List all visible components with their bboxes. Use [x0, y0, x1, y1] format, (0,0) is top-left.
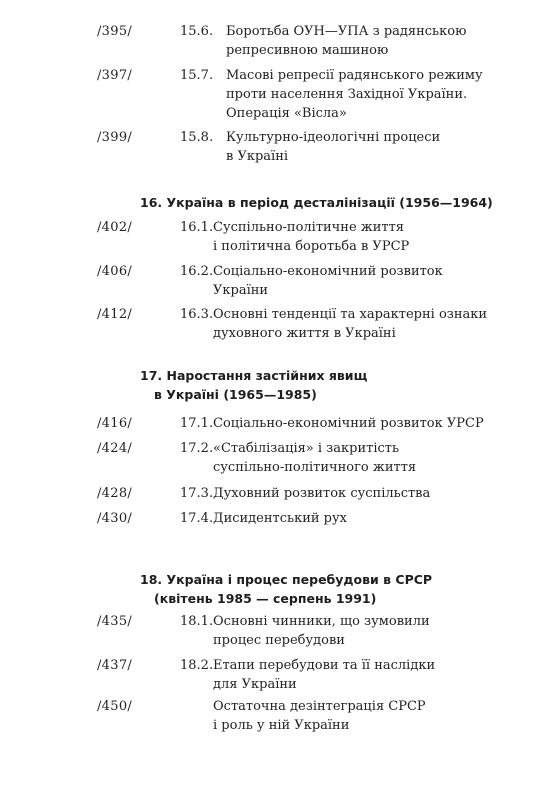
section-heading	[140, 570, 432, 608]
title-line: «Стабілізація» і закритість	[213, 441, 400, 456]
title-line: суспільно-політичного життя	[213, 460, 417, 475]
entry-title	[213, 612, 430, 650]
page-number: /437/	[97, 658, 133, 673]
heading-line: 18. Україна і процес перебудови в СРСР	[140, 572, 433, 587]
title-line: духовного життя в Україні	[213, 326, 396, 341]
section-heading	[140, 366, 367, 404]
title-line: Соціально-економічний розвиток	[213, 264, 443, 279]
page-number: /397/	[97, 68, 133, 83]
title-line: процес перебудови	[213, 633, 345, 648]
title-line: України	[213, 283, 269, 298]
title-line: Духовний розвиток суспільства	[213, 486, 431, 501]
page-number: /406/	[97, 264, 133, 279]
entry-number: 18.1.	[180, 614, 214, 629]
title-line: Дисидентський рух	[213, 511, 347, 526]
entry-number: 16.2.	[180, 264, 214, 279]
title-line: і політична боротьба в УРСР	[213, 239, 410, 254]
title-line: репресивною машиною	[226, 43, 389, 58]
entry-number: 17.2.	[180, 441, 214, 456]
entry-title	[213, 305, 487, 343]
heading-line: (квітень 1985 — серпень 1991)	[154, 591, 377, 606]
entry-title	[226, 128, 440, 166]
page-number: /395/	[97, 24, 133, 39]
entry-title	[213, 218, 409, 256]
entry-title	[213, 439, 416, 477]
entry-number: 15.8.	[180, 130, 214, 145]
heading-line: 16. Україна в період десталінізації (1956—1964)	[140, 195, 493, 210]
title-line: Суспільно-політичне життя	[213, 220, 404, 235]
title-line: Боротьба ОУН—УПА з радянською	[226, 24, 467, 39]
entry-number: 17.3.	[180, 486, 214, 501]
entry-title	[226, 66, 483, 123]
title-line: Основні тенденції та характерні ознаки	[213, 307, 488, 322]
entry-number: 15.7.	[180, 68, 214, 83]
title-line: Остаточна дезінтеграція СРСР	[213, 699, 426, 714]
page-number: /450/	[97, 699, 133, 714]
page-number: /416/	[97, 416, 133, 431]
title-line: Масові репресії радянського режиму	[226, 68, 483, 83]
entry-title	[213, 262, 443, 300]
title-line: Культурно-ідеологічні процеси	[226, 130, 441, 145]
page-number: /399/	[97, 130, 133, 145]
entry-title	[213, 484, 430, 503]
page-number: /435/	[97, 614, 133, 629]
entry-number: 17.1.	[180, 416, 214, 431]
entry-title	[213, 509, 347, 528]
title-line: Основні чинники, що зумовили	[213, 614, 430, 629]
heading-line: 17. Наростання застійних явищ	[140, 368, 368, 383]
entry-number: 16.1.	[180, 220, 214, 235]
entry-title	[213, 697, 426, 735]
page-number: /412/	[97, 307, 133, 322]
page-number: /428/	[97, 486, 133, 501]
section-heading	[140, 193, 493, 212]
title-line: і роль у ній України	[213, 718, 350, 733]
entry-number: 17.4.	[180, 511, 214, 526]
title-line: Операція «Вісла»	[226, 106, 347, 121]
entry-title	[226, 22, 466, 60]
title-line: для України	[213, 677, 297, 692]
entry-number: 15.6.	[180, 24, 214, 39]
title-line: в Україні	[226, 149, 289, 164]
entry-number: 18.2.	[180, 658, 214, 673]
page-number: /402/	[97, 220, 133, 235]
entry-title	[213, 414, 484, 433]
entry-title	[213, 656, 435, 694]
title-line: Етапи перебудови та її наслідки	[213, 658, 436, 673]
heading-line: в Україні (1965—1985)	[154, 387, 317, 402]
title-line: Соціально-економічний розвиток УРСР	[213, 416, 484, 431]
title-line: проти населення Західної України.	[226, 87, 468, 102]
entry-number: 16.3.	[180, 307, 214, 322]
page-number: /430/	[97, 511, 133, 526]
page-number: /424/	[97, 441, 133, 456]
